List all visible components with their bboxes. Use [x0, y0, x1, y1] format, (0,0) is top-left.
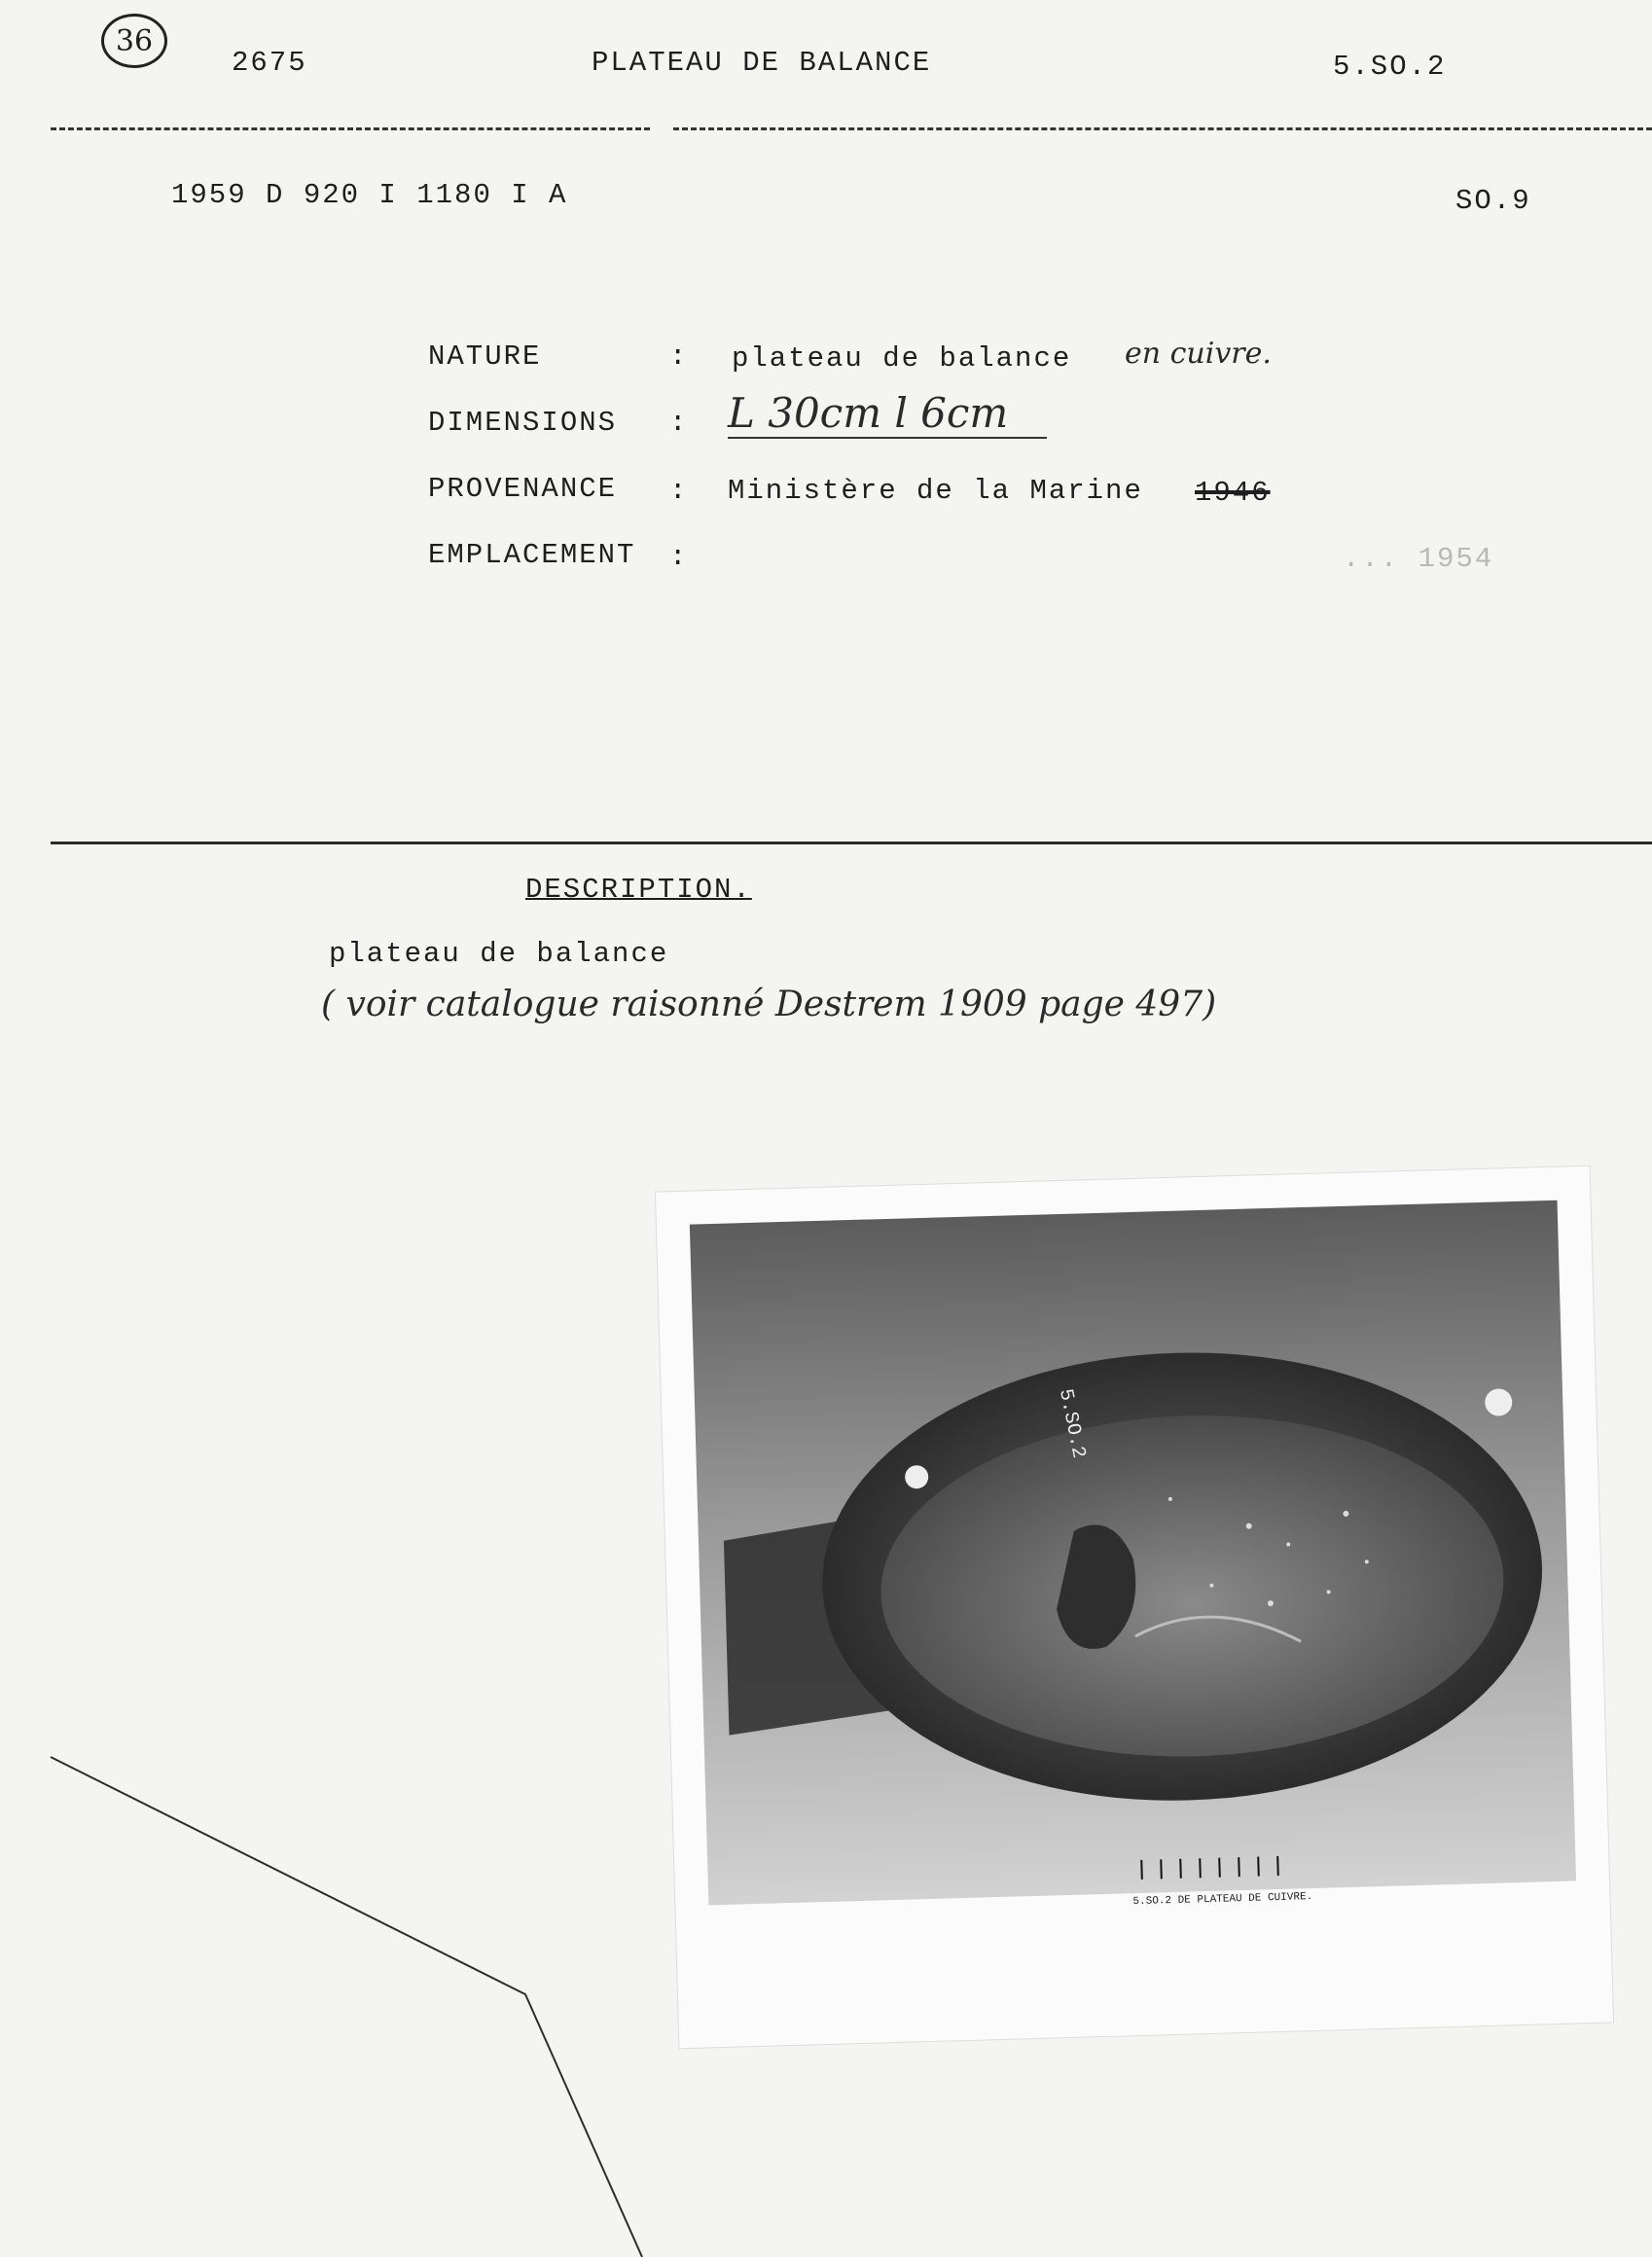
- provenance-colon: :: [669, 475, 689, 507]
- dimensions-value: L 30cm l 6cm: [728, 389, 1047, 439]
- dimensions-colon: :: [669, 407, 689, 439]
- provenance-struck-year: 1946: [1195, 477, 1271, 509]
- nature-colon: :: [669, 340, 689, 373]
- document-title: PLATEAU DE BALANCE: [592, 47, 932, 79]
- object-photograph: [656, 1166, 1613, 2048]
- dashed-divider-right: [673, 127, 1652, 130]
- provenance-value: Ministère de la Marine: [728, 475, 1143, 507]
- reference-code: SO.9: [1455, 185, 1531, 217]
- reference-numbers: 1959 D 920 I 1180 I A: [171, 179, 568, 211]
- envelope-fold-lines: [0, 1732, 681, 2257]
- emplacement-label: EMPLACEMENT: [428, 539, 636, 571]
- provenance-label: PROVENANCE: [428, 473, 618, 505]
- photo-ink-label: 5.SO.2: [1053, 1386, 1090, 1460]
- nature-label: NATURE: [428, 340, 542, 373]
- photo-image: [656, 1166, 1613, 2048]
- description-heading: DESCRIPTION.: [525, 874, 752, 906]
- section-divider: [51, 842, 1652, 844]
- nature-handwritten: en cuivre.: [1125, 337, 1272, 371]
- description-text: plateau de balance: [329, 938, 669, 970]
- description-handwritten-note: ( voir catalogue raisonné Destrem 1909 page 497): [321, 985, 1217, 1024]
- emplacement-colon: :: [669, 541, 689, 573]
- inventory-number: 2675: [232, 47, 307, 79]
- header-code: 5.SO.2: [1333, 51, 1447, 83]
- nature-value: plateau de balance: [732, 342, 1072, 375]
- photo-scale-label: 5.SO.2 DE PLATEAU DE CUIVRE.: [1132, 1891, 1313, 1909]
- circled-number: 36: [101, 14, 167, 68]
- emplacement-value: ... 1954: [1343, 543, 1494, 575]
- dashed-divider-left: [51, 127, 650, 130]
- dimensions-label: DIMENSIONS: [428, 407, 618, 439]
